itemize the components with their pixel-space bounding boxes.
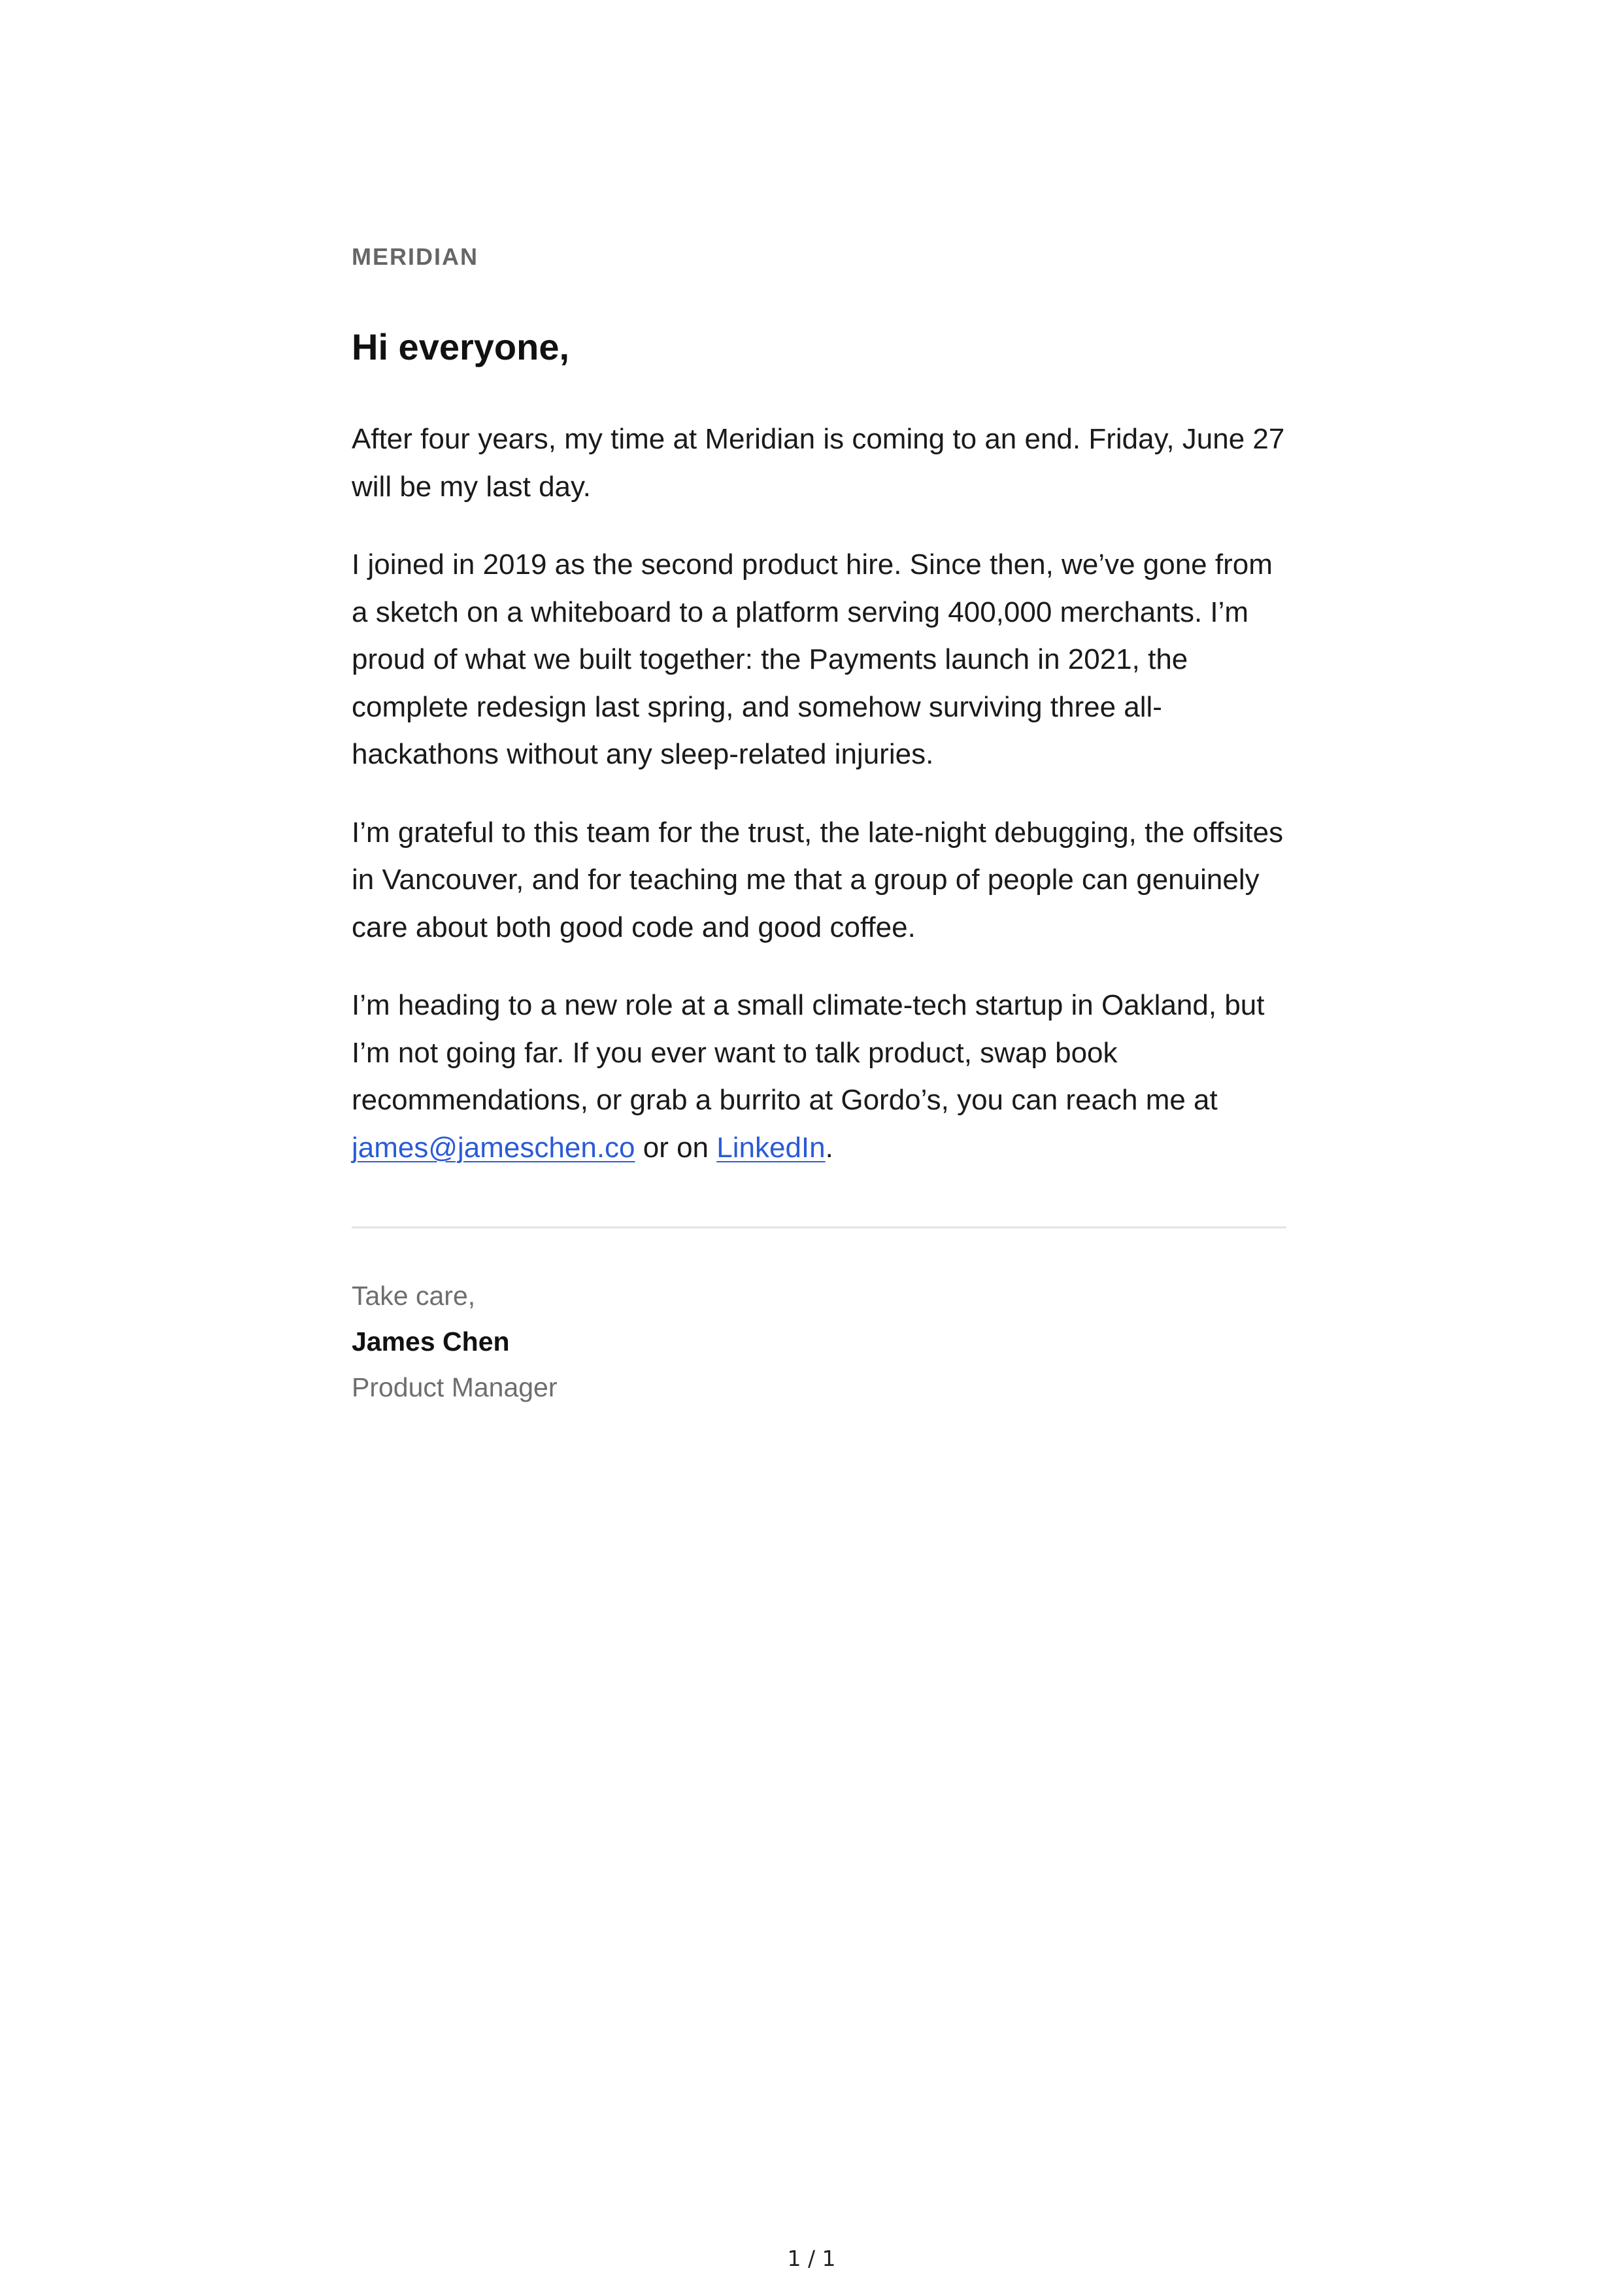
- signature-block: [352, 1273, 558, 1410]
- closing-period: .: [825, 1131, 833, 1164]
- email-link[interactable]: james@jameschen.co: [352, 1131, 635, 1164]
- greeting-heading: Hi everyone,: [352, 326, 570, 367]
- company-name: MERIDIAN: [352, 243, 478, 270]
- page-number: 1 / 1: [787, 2246, 836, 2271]
- link-connector-text: or on: [635, 1131, 717, 1164]
- letter-body: [352, 416, 1286, 1202]
- paragraph-next-role: [352, 982, 1286, 1172]
- linkedin-link[interactable]: LinkedIn: [716, 1131, 826, 1164]
- paragraph-intro: After four years, my time at Meridian is coming to an end. Friday, June 27 will be my last day.: [352, 423, 1285, 503]
- paragraph-gratitude: I’m grateful to this team for the trust, the late-night debugging, the offsites in Vancouver, and for teaching me that a group of people can genuinely care about both good code and good coffee.: [352, 816, 1284, 943]
- paragraph-history: I joined in 2019 as the second product hire. Since then, we’ve gone from a sketch on a whiteboard to a platform serving 400,000 merchants. I’m proud of what we built together: the Payments launch in 2021, the complete redesign last spring, and somehow surviving three all-hackathons without any sleep-related injuries.: [352, 549, 1273, 770]
- author-role: Product Manager: [352, 1372, 558, 1402]
- next-role-text: I’m heading to a new role at a small climate-tech startup in Oakland, but I’m not going far. If you ever want to talk product, swap book recommendations, or grab a burrito at Gordo’s, you can reach me at: [352, 989, 1265, 1116]
- author-name: James Chen: [352, 1326, 510, 1357]
- closing-line: Take care,: [352, 1281, 476, 1311]
- divider: [352, 1226, 1286, 1228]
